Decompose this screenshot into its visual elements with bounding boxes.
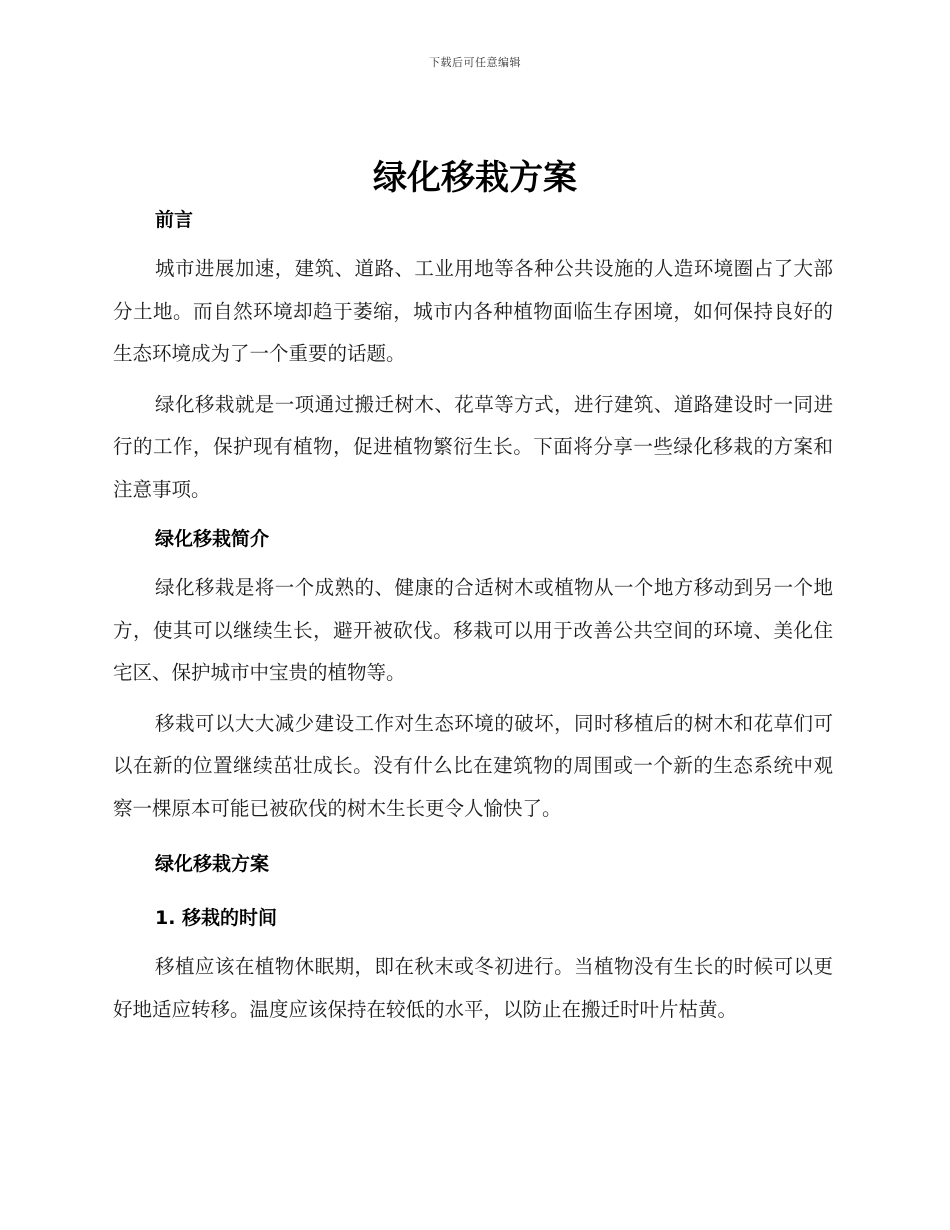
section-heading-preface: 前言 [155, 209, 194, 231]
paragraph: 移植应该在植物休眠期，即在秋末或冬初进行。当植物没有生长的时候可以更好地适应转移。温度应该保持在较低的水平，以防止在搬迁时叶片枯黄。 [113, 955, 833, 1021]
document-body [113, 200, 833, 1031]
paragraph: 绿化移栽就是一项通过搬迁树木、花草等方式，进行建筑、道路建设时一同进行的工作，保护现有植物，促进植物繁衍生长。下面将分享一些绿化移栽的方案和注意事项。 [113, 392, 833, 501]
section-heading-intro: 绿化移栽简介 [155, 528, 270, 550]
paragraph: 移栽可以大大减少建设工作对生态环境的破坏，同时移植后的树木和花草们可以在新的位置继续茁壮成长。没有什么比在建筑物的周围或一个新的生态系统中观察一棵原本可能已被砍伐的树木生长更令人愉快了。 [113, 711, 833, 820]
paragraph: 城市进展加速，建筑、道路、工业用地等各种公共设施的人造环境圈占了大部分土地。而自然环境却趋于萎缩，城市内各种植物面临生存困境，如何保持良好的生态环境成为了一个重要的话题。 [113, 257, 833, 365]
document-title: 绿化移栽方案 [373, 158, 577, 198]
section-heading-plan: 绿化移栽方案 [155, 853, 270, 875]
paragraph: 绿化移栽是将一个成熟的、健康的合适树木或植物从一个地方移动到另一个地方，使其可以继续生长，避开被砍伐。移栽可以用于改善公共空间的环境、美化住宅区、保护城市中宝贵的植物等。 [113, 576, 833, 684]
header-note: 下载后可任意编辑 [429, 56, 521, 69]
subsection-heading-timing: 1. 移栽的时间 [155, 907, 278, 929]
